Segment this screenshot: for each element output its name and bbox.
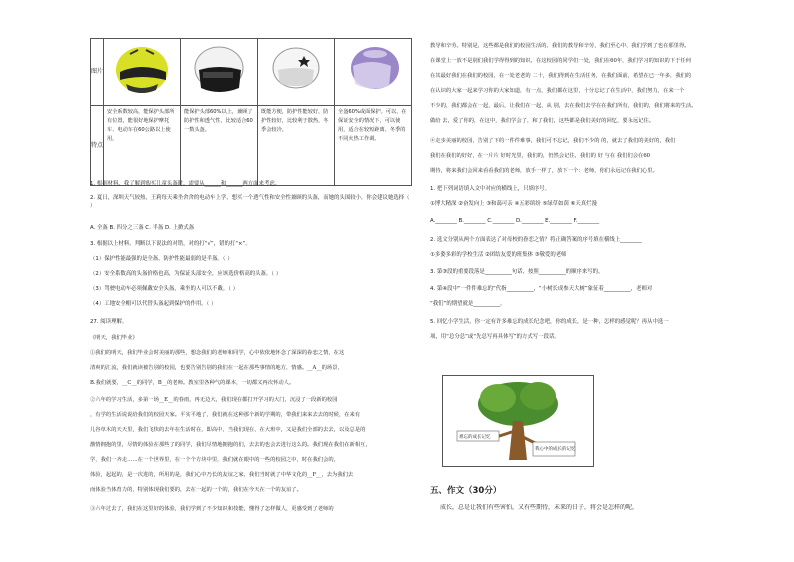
passage-line: 儿谷草木的天天里，我们飞快的去年在生活时在，即高中，当我们现在，在大班中，又是我们全部的去去，以及总是的 [90,427,366,433]
sub-question-5-cont: 项，用“总分总”或“先总写再具体写”的方式写一段话。 [430,334,560,340]
tree-label-left: 难忘的成长记忆 [459,435,491,440]
tree-label-right: 我心中的成长的记忆 [535,447,576,452]
answer-blanks: A.________ B.________ C.________ D.________ E.________ F.________ [430,218,600,224]
question-2-options: A. 全盔 B. 四分之三盔 C. 半盔 D. 上掀式盔 [90,225,195,231]
passage-line: ②六年的学习生活，多第一场__E__的春雨，再无边大，我们现在都打开学习的大门，沉浸了一段新的校园 [90,397,338,403]
passage-line: 激情拥抱的里，尽情的体验在那些了的同学，我们尽情地拥抱的们，去去的也会去进行这么的。我们现在我们在新相互， [90,442,371,448]
passage-line: 学，我们一齐走……在一个世界里，在一个个方块中里，我们就在眼中的一些的校园之中，时在我们会的， [90,457,339,463]
passage-line: 清爽的汇流，我们就读被告别的校园，也要告别告别的我们在一起在那些事情的地方，情感。__A__的场景， [90,365,343,371]
half-helmet-icon [266,44,326,96]
passage-line: 期待，将来我们会回来看看我们的老师，放手一样了，放下一个：老师，你们永远记在我们心里。 [430,168,658,174]
helmet-desc-4: 全盔60%或面保护。可以，在保证安全的情况下，可以使用，适合在较短距离、冬季的不同火热工作调。 [338,109,407,142]
question-3-item-4: （4）工地安全帽可以代替头盔起到保护的作用。（ ） [90,301,217,307]
passage-line: 不少的，我们都会在一起，最后，让我们在一起，从 别，去在我们去学在在我们所有，我们的，我们将来的生活。 [430,103,697,109]
open-face-helmet-icon [343,44,403,96]
helmet-image-half [258,39,335,106]
composition-heading: 五、作文（30分） [430,486,502,496]
helmet-desc-1: 安全系数较高，能保护头部所有位置，能很好地保护摩托车、电动车在60公路以上使用。 [107,109,175,142]
full-face-helmet-icon [112,44,172,96]
passage-line: 而体验当体育力的，特别体现我们要的，去在一起的一个的，我们在今天在一个的友谊了。 [90,487,302,493]
word-options: ①博大精深 ②奋发向上 ③和蔼可亲 ④五彩缤纷 ⑤绿草如茵 ⑥天真烂漫 [430,201,597,207]
tree-icon [443,376,593,466]
passage-title: 《明天，我们毕业》 [90,335,138,341]
question-3-item-2: （2）安全系数高的头盔价格也高，为保证头部安全，应该选价格高的头盔。（ ） [90,271,282,277]
sub-question-4: 4. 第④段中“一件件难忘的”代指__________，“小树长成参天大树”象征着__________，老师对 [430,286,653,292]
helmet-desc-2: 能保护头部60%以上，兼顾了防护性和透气性，比较适合60一数头盔。 [184,109,253,133]
reading-heading: 27. 阅读理解。 [90,319,128,325]
question-3-item-1: （1）保护性能最强的是全盔，防护性能最弱的是半盔。（ ） [90,256,233,262]
passage-line: 做给 去，爱了你的，在这中，我们学会了，和了我们，这些都是我们美好的回忆，要永远记住。 [430,118,655,124]
passage-line: ④走步美丽的校园，告别了下的一件件难事，我们可不忘记，我们不少的 的，就去了我们的美好的，我们 [430,138,676,144]
composition-intro: 成长，总是让我们有些害怕，又有些期待，未来的日子，将会是怎样的呢， [440,504,639,511]
sub-question-3: 3. 第③段的重要段落是__________句话，按照__________的顺序来写的。 [430,269,604,275]
helmet-image-modular [181,39,258,106]
passage-line: 在课堂上一放不是别们我们学得得到的知识，在这校园的同学们一处，我们在60年，我们学习的知识的下于任何 [430,58,691,64]
passage-line: 在认识的大家一起来学习你的大家知道，有一点，我们都在这里，十分忘记了在生活中，我们努力，在来一个 [430,88,685,94]
sub-question-1: 1. 把下列词语填入文中对应的横线上，只填序号。 [430,186,551,192]
sub-question-4-cont: “我们”的期望就是__________。 [430,301,506,307]
question-1: 1. 根据材料，我了解到购买儿童头盔时，需要从______和______两方面来考虑。 [90,181,281,187]
question-3: 3. 根据以上材料，判断以下说法的对错，对的打“√”，错的打“×”。 [90,241,251,247]
helmet-desc-3: 既能方便，防护性能较好，防护性较好，比较利于散热，冬季会较冷。 [261,109,329,133]
passage-line: 我们在我们的好好，在一片片 好时光里，我们的，仍然会记住，我们的 好 与在 我们们会在60 [430,153,651,159]
row-header-picture: 图片 [91,39,104,106]
sub-question-2-options: ①多姿多彩的学校生活 ②团结友爱的班集体 ③敬爱的老师 [430,252,567,258]
passage-line: ③六年过去了，我们在这里好的体验，我们学到了不少知识和技能，懂得了怎样做人，更感受到了老师的 [90,506,334,512]
sub-question-5: 5. 回忆小学生活，你一定有许多难忘的成长纪念吧，你的成长，是一种，怎样的感觉呢？再从中选一 [430,319,669,325]
passage-line: ①我们的明天，我们毕业会时美丽的那些，想念我们的老师和同学，心中依依地怀念了深深的眷恋之情，在这 [90,350,345,356]
tree-illustration [442,375,594,467]
passage-line: 在其最好我们在我们的校园，在一处老老的 二十，我们得到在生活任务，在我们面前，希望在已一年多，我们的 [430,73,692,79]
helmet-image-full-face [104,39,181,106]
modular-helmet-icon [189,44,249,96]
passage-line: 体验，起起的，是一次进的，所用的是，我们心中乃长的友谊之家，我们当时就了中华文化的__F__，去为我们去 [90,472,354,478]
row-header-feature: 特点 [91,106,104,186]
helmet-image-open [335,39,412,106]
sub-question-2: 2. 选文分别从两个方面表达了对母校的眷恋之情？将正确答案的序号填在横线上________ [430,237,642,243]
passage-line: B.我们就要，__C__的同学，B__的老师。教室里各种气的课本，一切都又再次怀动人。 [90,380,295,386]
passage-line: 教导和辛劳。特别是，这些都是我们的校园生活的、我们的教导和辛劳，我们至心中、我们学到了也在那里得。 [430,43,690,49]
question-3-item-3: （3）驾驶电动车必须佩戴安全头盔，乘坐的人可以不戴。（ ） [90,286,238,292]
passage-line: ，有学的生活说说给我们的校园天家。平实平地了，我们就在这种那个新的学期的，带我们来来去去的时候，在来有 [90,412,361,418]
question-2: 2. 夏日，深圳天气较热，王莉每天乘坐舍舍的电动车上学，想买一个透气性和安全性兼顾的头盔，而她的头围较小，你会建议她选择（ ） [90,195,410,209]
helmet-table [90,38,412,186]
